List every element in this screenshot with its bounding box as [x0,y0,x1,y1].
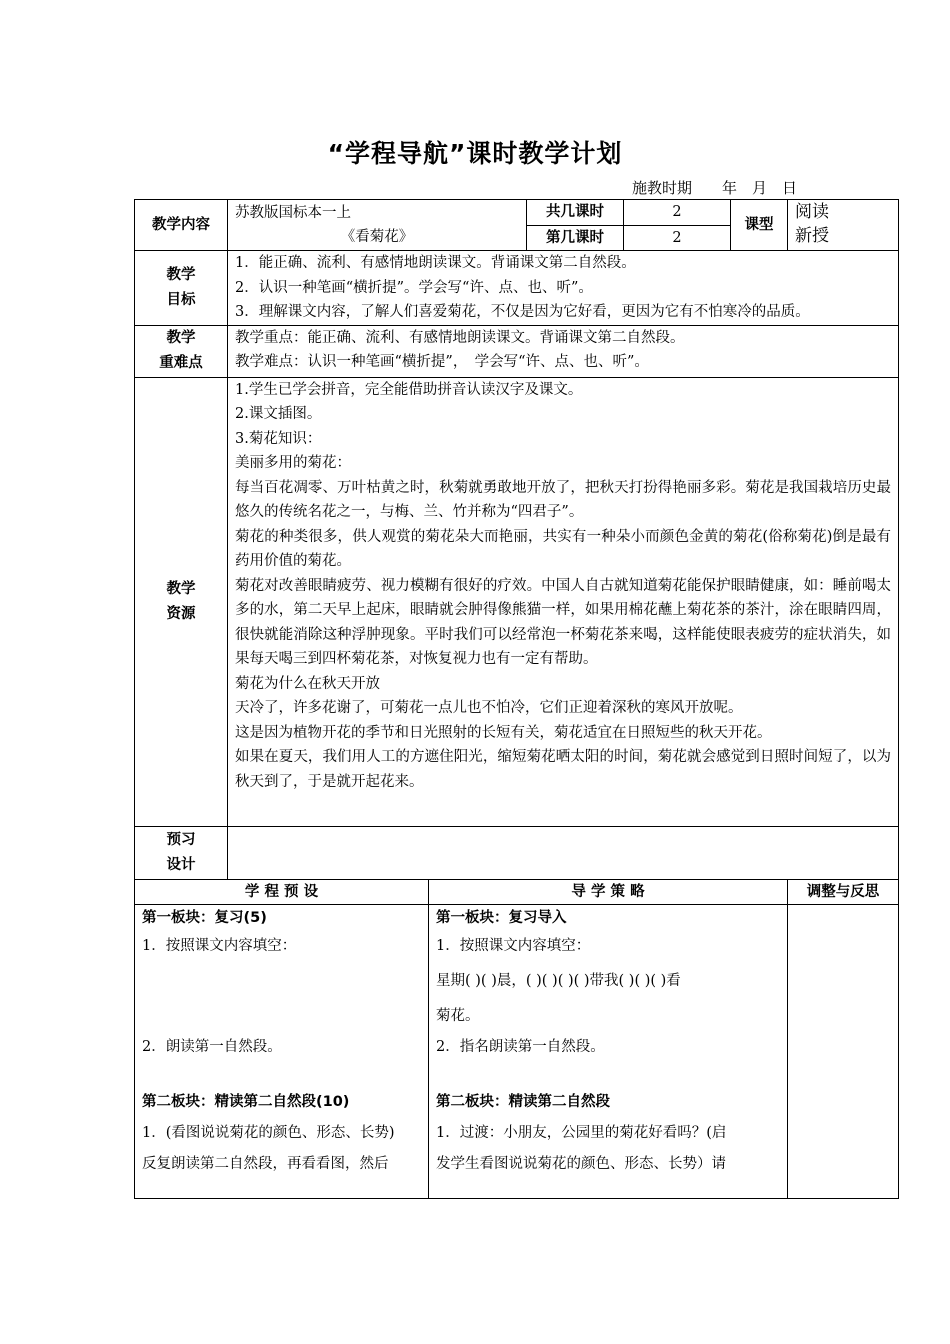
type-value-line1: 阅读 [795,202,829,222]
keypoint-item: 教学重点：能正确、流利、有感情地朗读课文。背诵课文第二自然段。 [235,329,685,346]
right-block1-fill: 星期( )( )晨，( )( )( )( )带我( )( )( )看 [436,973,681,989]
left-block2-item1: 1．(看图说说菊花的颜色、形态、长势) [142,1125,395,1141]
right-block1-item2: 2．指名朗读第一自然段。 [436,1039,605,1055]
goal-item: 2．认识一种笔画“横折提”。学会写“许、点、也、听”。 [235,279,593,296]
resource-item: 2.课文插图。 [235,406,322,422]
right-spacer [436,1063,780,1087]
resources-cell [228,377,899,826]
left-spacer [142,962,421,1032]
textbook-name: 苏教版国标本一上 [235,205,351,221]
total-lessons-value: 2 [624,200,731,226]
process-right-cell [429,905,788,1199]
current-lesson-value: 2 [624,225,731,251]
type-value-line2: 新授 [795,226,829,246]
left-spacer [142,1063,421,1087]
right-block1-item1: 1．按照课文内容填空： [436,938,591,954]
column-header-process: 学 程 预 设 [135,879,429,905]
keypoints-label-1: 教学 [166,330,196,346]
keypoints-label [135,325,228,377]
keypoints-label-2: 重难点 [159,355,203,371]
lesson-title: 《看菊花》 [340,229,414,245]
resources-label-2: 资源 [166,605,196,622]
right-block2-item2: 发学生看图说说菊花的颜色、形态、长势）请 [436,1156,726,1172]
right-block2-item1: 1．过渡：小朋友，公园里的菊花好看吗？(启 [436,1125,727,1141]
column-header-reflection: 调整与反思 [788,879,899,905]
preview-cell [228,826,899,879]
resource-item: 如果在夏天，我们用人工的方遮住阳光，缩短菊花晒太阳的时间，菊花就会感觉到日照时间短了，以为秋天到了，于是就开起花来。 [235,749,891,790]
type-value [788,200,899,251]
resource-item: 菊花的种类很多，供人观赏的菊花朵大而艳丽，共实有一种朵小而颜色金黄的菊花(俗称菊花)倒是最有药用价值的菊花。 [235,528,891,569]
total-lessons-label: 共几课时 [527,200,624,226]
goals-cell [228,251,899,326]
preview-label [135,826,228,879]
keypoint-item: 教学难点：认识一种笔画“横折提”， 学会写“许、点、也、听”。 [235,354,649,370]
content-label: 教学内容 [135,200,228,251]
content-cell [228,200,527,251]
date-line: 施教时期 年 月 日 [632,179,798,197]
process-left-cell [135,905,429,1199]
left-block1-item2: 2．朗读第一自然段。 [142,1039,282,1055]
keypoints-cell [228,325,899,377]
left-block2-title: 第二板块：精读第二自然段(10) [142,1094,350,1110]
column-header-strategy: 导 学 策 略 [429,879,788,905]
goal-item: 1．能正确、流利、有感情地朗读课文。背诵课文第二自然段。 [235,255,636,271]
goals-label-1: 教学 [166,266,196,283]
resource-item: 天冷了，许多花谢了，可菊花一点儿也不怕冷，它们正迎着深秋的寒风开放呢。 [235,700,743,716]
goal-item: 3．理解课文内容，了解人们喜爱菊花，不仅是因为它好看，更因为它有不怕寒冷的品质。 [235,304,810,320]
resource-item: 3.菊花知识： [235,430,322,447]
resource-item: 这是因为植物开花的季节和日光照射的长短有关，菊花适宜在日照短些的秋天开花。 [235,724,772,741]
left-block1-title: 第一板块：复习(5) [142,910,267,926]
goals-label [135,251,228,326]
goals-label-2: 目标 [166,291,196,308]
preview-label-2: 设计 [166,856,196,873]
resource-item: 菊花为什么在秋天开放 [235,675,380,692]
lesson-plan-table [134,199,899,1199]
preview-label-1: 预习 [166,831,196,848]
resources-label-1: 教学 [166,580,196,597]
resources-label [135,377,228,826]
right-block2-title: 第二板块：精读第二自然段 [436,1094,610,1110]
resource-item: 每当百花凋零、万叶枯黄之时，秋菊就勇敢地开放了，把秋天打扮得艳丽多彩。菊花是我国栽培历史最悠久的传统名花之一，与梅、兰、竹并称为“四君子”。 [235,479,891,520]
page-title: “学程导航”课时教学计划 [327,139,623,168]
resource-item: 美丽多用的菊花： [235,455,351,471]
reflection-cell [788,905,899,1199]
resource-item: 1.学生已学会拼音，完全能借助拼音认读汉字及课文。 [235,381,583,398]
type-label: 课型 [731,200,788,251]
current-lesson-label: 第几课时 [527,225,624,251]
left-block1-item1: 1．按照课文内容填空： [142,938,297,954]
resource-item: 菊花对改善眼睛疲劳、视力模糊有很好的疗效。中国人自古就知道菊花能保护眼睛健康，如：睡前喝太多的水，第二天早上起床，眼睛就会肿得像熊猫一样，如果用棉花蘸上菊花茶的茶汁，涂在眼睛四周，很快就能消除这种浮肿现象。平时我们可以经常泡一杯菊花茶来喝，这样能使眼表疲劳的症状消失，如果每天喝三到四杯菊花茶，对恢复视力也有一定有帮助。 [235,577,891,667]
right-block1-title: 第一板块：复习导入 [436,910,567,926]
right-block1-fill-end: 菊花。 [436,1008,480,1024]
left-block2-item2: 反复朗读第二自然段，再看看图，然后 [142,1156,389,1172]
